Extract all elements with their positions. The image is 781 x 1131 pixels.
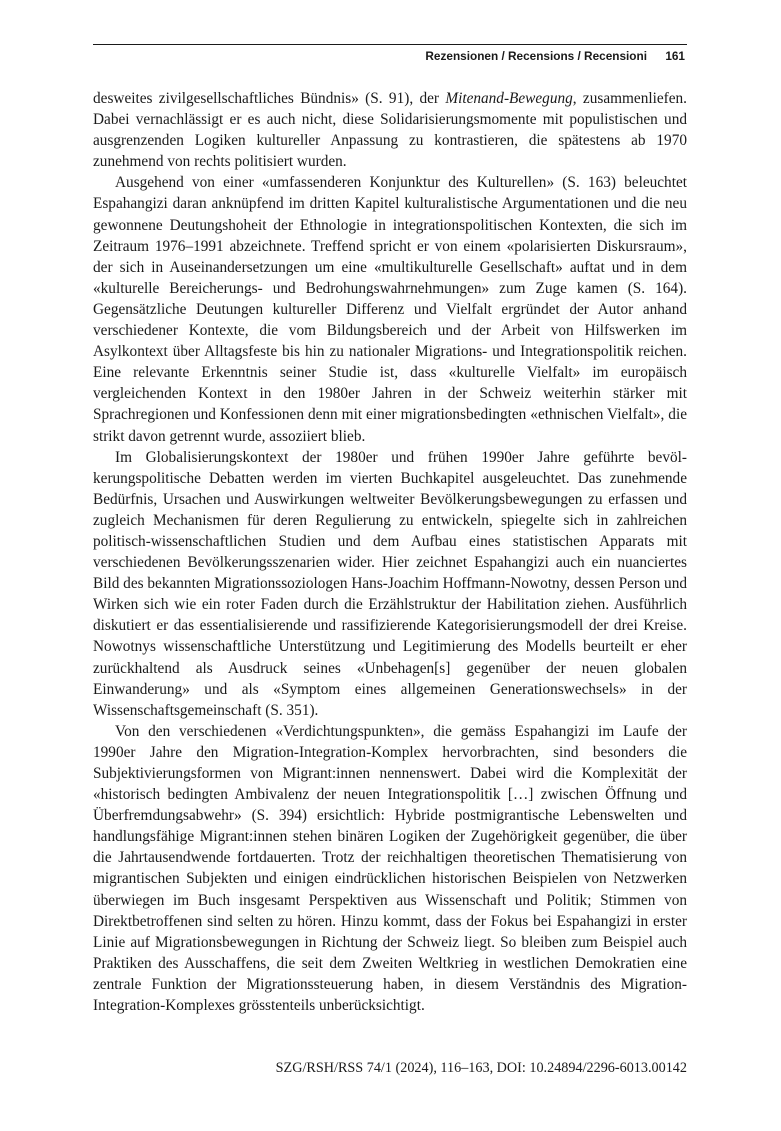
page-number: 161 [665, 49, 685, 63]
paragraph-4: Von den verschiedenen «Verdichtungspunkten», die gemäss Espahangizi im Laufe der 1990er Jahre den Migration-Integration-Komplex hervorbrachten, sind besonders die Subjektivierungsformen von Migrant:innen nennenswert. Dabei wird die Komplexität der «historisch bedingten Ambivalenz der neuen Integrationspolitik […] zwischen Öffnung und Überfremdungsabwehr» (S. 394) ersichtlich: Hybride postmigrantische Lebenswelten und handlungsfähige Migrant:innen stehen binären Logiken der Zugehörigkeit gegenüber, die über die Jahrtausendwende fortdauerten. Trotz der reichhaltigen theoretischen Thematisierung von migrantischen Subjekten und einigen eindrücklichen historischen Beispielen von Netzwerken überwiegen im Buch insgesamt Perspektiven aus Wissenschaft und Politik; Stimmen von Direktbetroffenen sind selten zu hören. Hinzu kommt, dass der Fokus bei Espahangizi in erster Linie auf Migrationsbewegungen in Richtung der Schweiz liegt. So bleiben zum Beispiel auch Praktiken des Ausschaffens, die seit dem Zweiten Weltkrieg in westlichen Demokratien eine zentrale Funktion der Migrationssteuerung haben, in diesem Verständnis des Migration-Integration-Komplexes grösstenteils unberücksichtigt. [93, 722, 687, 1015]
citation-footer: SZG/RSH/RSS 74/1 (2024), 116–163, DOI: 10.24894/2296-6013.00142 [275, 1060, 687, 1076]
paragraph-3: Im Globalisierungskontext der 1980er und frühen 1990er Jahre geführte bevölkerungspolitische Debatten werden im vierten Buchkapitel ausgeleuchtet. Das zunehmende Bedürfnis, Ursachen und Auswirkungen weltweiter Bevölkerungsbewegungen zu erfassen und zugleich Mechanismen für deren Regulierung zu entwickeln, spiegelte sich in zahlreichen politisch-wissenschaftlichen Studien und dem Aufbau eines statistischen Apparats mit verschiedenen Bevölkerungsszenarien wider. Hier zeichnet Espahangizi auch ein nuanciertes Bild des bekannten Migrationssoziologen Hans-Joachim Hoffmann-Nowotny, dessen Person und Wirken sich wie ein roter Faden durch die Erzählstruktur der Habilitation ziehen. Ausführlich diskutiert er das essentialisierende und rassifizierende Kategorisierungsmodell der drei Kreise. Nowotnys wissenschaftliche Unterstützung und Legitimierung des Modells beurteilt er eher zurückhaltend als Ausdruck seines «Unbehagen[s] gegenüber der neuen globalen Einwanderung» und als «Symptom eines allgemeinen Generationswechsels» in der Wissenschaftsgemeinschaft (S. 351). [93, 448, 687, 719]
paragraph-1-start: desweites zivilgesellschaftliches Bündnis» (S. 91), der [93, 90, 446, 107]
movement-name: Mitenand-Bewegung [445, 90, 573, 107]
paragraph-1 [93, 88, 687, 172]
paragraph-1-end: , zusammenliefen. Dabei vernachlässigt er es auch nicht, diese Solidarisierungsmomente mit populistischen und ausgrenzenden Logiken kultureller Anpassung zu kontrastieren, die spätestens ab 1970 zunehmend von rechts politisiert wurden. [93, 90, 687, 171]
running-header [93, 44, 687, 67]
section-title: Rezensionen / Recensions / Recensioni [425, 49, 647, 63]
paragraph-2: Ausgehend von einer «umfassenderen Konjunktur des Kulturellen» (S. 163) beleuchtet Espahangizi daran anknüpfend im dritten Kapitel kulturalistische Argumentationen und die neu gewonnene Deutungshoheit der Ethnologie in integrationspolitischen Kontexten, die sich im Zeitraum 1976–1991 abzeichnete. Treffend spricht er von einem «polarisierten Diskursraum», der sich in Auseinandersetzungen um eine «multikulturelle Gesellschaft» auftat und in dem «kulturelle Bereicherungs- und Bedrohungswahrnehmungen» zum Zuge kamen (S. 164). Gegensätzliche Deutungen kultureller Differenz und Vielfalt ergründet der Autor anhand verschiedener Kontexte, die vom Bildungsbereich und der Arbeit von Hilfswerken im Asylkontext über Alltagsfeste bis hin zu nationaler Migrations- und Integrationspolitik reichen. Eine relevante Erkenntnis seiner Studie ist, dass «kulturelle Vielfalt» im europäisch vergleichenden Kontext in den 1980er Jahren in der Schweiz weiterhin stärker mit Sprachregionen und Konfessionen denn mit einer migrationsbedingten «ethnischen Vielfalt», die strikt davon getrennt wurde, assoziiert blieb. [93, 174, 687, 445]
review-body [93, 88, 687, 1016]
